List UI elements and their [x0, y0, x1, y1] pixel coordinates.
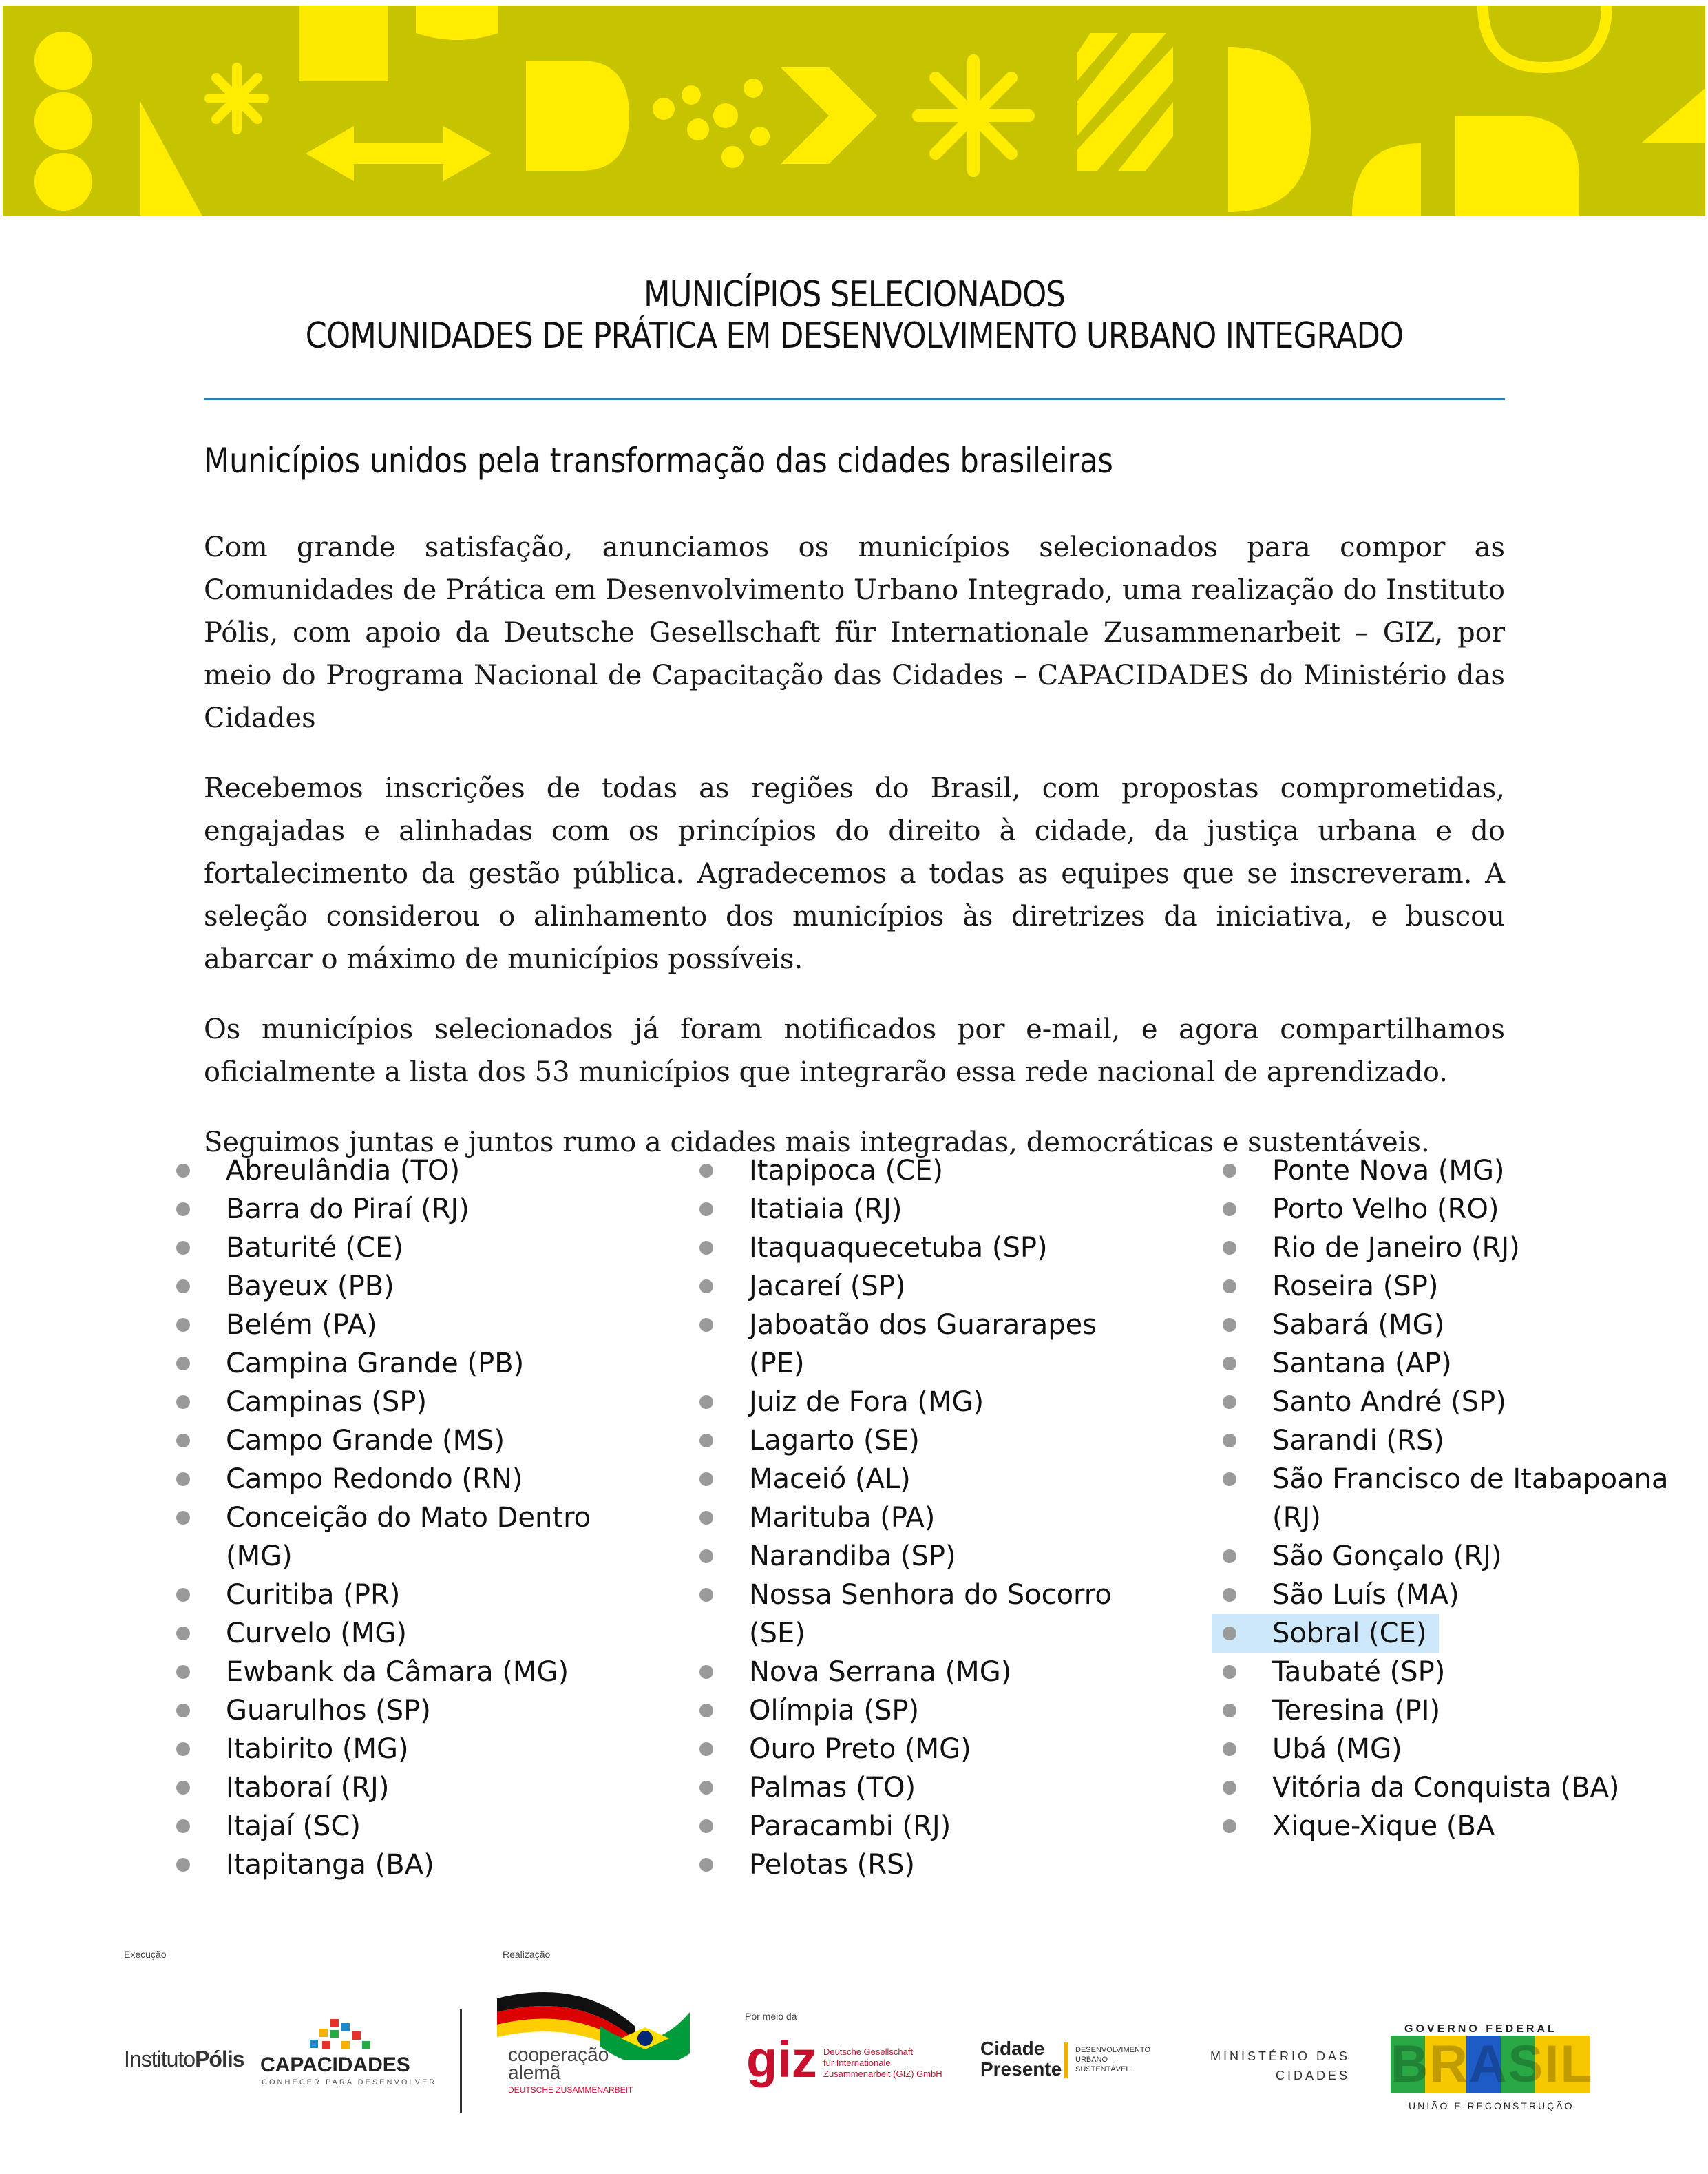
municipality-item: Baturité (CE)	[176, 1229, 644, 1267]
brasil-wordmark	[1391, 2035, 1594, 2093]
capacidades-tagline: CONHECER PARA DESENVOLVER	[262, 2078, 437, 2087]
municipality-item: Marituba (PA)	[699, 1498, 1126, 1537]
municipality-item: Curitiba (PR)	[176, 1576, 644, 1614]
banner-pattern-graphic	[3, 6, 1705, 216]
municipality-item: Roseira (SP)	[1223, 1267, 1677, 1306]
cidade-presente-logo	[980, 2038, 1062, 2080]
cidade-presente-sub-line: SUSTENTÁVEL	[1075, 2065, 1130, 2073]
paragraph: Com grande satisfação, anunciamos os municípios selecionados para compor as Comunidades de Prática em Desenvolvimento Urbano Integrado, uma realização do Instituto Pólis, com apoio da Deutsche Gesellschaft für Internationale Zusammenarbeit – GIZ, por meio do Programa Nacional de Capacitação das Cidades – CAPACIDADES do Ministério das Cidades	[204, 532, 1505, 734]
municipality-list-col-3	[1223, 1151, 1677, 1846]
municipality-item: Ewbank da Câmara (MG)	[176, 1653, 644, 1691]
municipality-item: Conceição do Mato Dentro (MG)	[176, 1498, 644, 1576]
uniao-reconstrucao-label: UNIÃO E RECONSTRUÇÃO	[1409, 2100, 1574, 2111]
municipality-item: São Gonçalo (RJ)	[1223, 1537, 1677, 1576]
municipality-item: Bayeux (PB)	[176, 1267, 644, 1306]
giz-text-line: Zusammenarbeit (GIZ) GmbH	[823, 2069, 942, 2079]
municipality-item: Jacareí (SP)	[699, 1267, 1126, 1306]
municipality-list-col-2	[699, 1151, 1126, 1884]
instituto-polis-logo	[124, 2047, 244, 2072]
municipality-item: São Francisco de Itabapoana (RJ)	[1223, 1460, 1677, 1537]
municipality-item: Itapitanga (BA)	[176, 1846, 644, 1884]
title-line-2: COMUNIDADES DE PRÁTICA EM DESENVOLVIMENTO URBANO INTEGRADO	[305, 315, 1404, 357]
municipality-item: Palmas (TO)	[699, 1768, 1126, 1807]
cooperacao-alema-line-1: cooperação	[508, 2044, 609, 2065]
municipality-item: Nossa Senhora do Socorro (SE)	[699, 1576, 1126, 1653]
municipality-item: Barra do Piraí (RJ)	[176, 1190, 644, 1229]
section-heading: Municípios unidos pela transformação das cidades brasileiras	[204, 441, 1113, 481]
cidade-presente-line: Cidade	[980, 2038, 1045, 2059]
municipality-item: Ponte Nova (MG)	[1223, 1151, 1677, 1190]
cooperacao-alema-line-3: DEUTSCHE ZUSAMMENARBEIT	[508, 2085, 633, 2095]
municipality-item: Guarulhos (SP)	[176, 1691, 644, 1730]
municipality-item: Campo Redondo (RN)	[176, 1460, 644, 1498]
giz-logo-text	[823, 2047, 942, 2080]
municipality-item: Belém (PA)	[176, 1306, 644, 1344]
header-banner	[3, 6, 1705, 216]
paragraph: Recebemos inscrições de todas as regiões do Brasil, com propostas comprometidas, engajadas e alinhadas com os princípios do direito à cidade, da justiça urbana e do fortalecimento da gestão pública. Agradecemos a todas as equipes que se inscreveram. A seleção considerou o alinhamento dos municípios às diretrizes da iniciativa, e buscou abarcar o máximo de municípios possíveis.	[204, 773, 1505, 975]
municipality-item: Lagarto (SE)	[699, 1421, 1126, 1460]
municipality-item: Taubaté (SP)	[1223, 1653, 1677, 1691]
paragraph: Os municípios selecionados já foram notificados por e-mail, e agora compartilhamos oficialmente a lista dos 53 municípios que integrarão essa rede nacional de aprendizado.	[204, 1014, 1505, 1088]
municipality-item: Sobral (CE)	[1212, 1614, 1439, 1653]
ministerio-line: MINISTÉRIO DAS	[1210, 2049, 1351, 2063]
title-line-1: MUNICÍPIOS SELECIONADOS	[643, 274, 1066, 315]
cidade-presente-bar	[1064, 2042, 1068, 2078]
por-meio-label: Por meio da	[745, 2011, 797, 2022]
municipality-item: Pelotas (RS)	[699, 1846, 1126, 1884]
footer-logos	[0, 1942, 1708, 2149]
municipality-item: Campina Grande (PB)	[176, 1344, 644, 1383]
governo-federal-label: GOVERNO FEDERAL	[1404, 2023, 1557, 2035]
municipality-item: Sabará (MG)	[1223, 1306, 1677, 1344]
polis-logo-text-b: Pólis	[195, 2047, 244, 2071]
intro-text	[204, 526, 1505, 1191]
realizacao-label: Realização	[503, 1949, 551, 1960]
giz-logo-mark: giz	[746, 2031, 817, 2088]
execucao-label: Execução	[124, 1949, 167, 1960]
municipality-item: Nova Serrana (MG)	[699, 1653, 1126, 1691]
municipality-item: Itaquaquecetuba (SP)	[699, 1229, 1126, 1267]
municipality-item: Itatiaia (RJ)	[699, 1190, 1126, 1229]
municipality-item: Ubá (MG)	[1223, 1730, 1677, 1768]
paragraph: Seguimos juntas e juntos rumo a cidades mais integradas, democráticas e sustentáveis.	[204, 1127, 1430, 1158]
brasil-wordmark-text: BRASIL	[1391, 2035, 1594, 2093]
municipality-item: Paracambi (RJ)	[699, 1807, 1126, 1846]
cidade-presente-sub-line: URBANO	[1075, 2056, 1108, 2064]
document-title	[295, 274, 1413, 357]
cidade-presente-line: Presente	[980, 2058, 1062, 2080]
municipality-item: Maceió (AL)	[699, 1460, 1126, 1498]
municipality-item: Sarandi (RS)	[1223, 1421, 1677, 1460]
cidade-presente-subtitle	[1075, 2045, 1150, 2074]
municipality-item: Santo André (SP)	[1223, 1383, 1677, 1421]
municipality-item: Rio de Janeiro (RJ)	[1223, 1229, 1677, 1267]
giz-text-line: Deutsche Gesellschaft	[823, 2047, 914, 2057]
capacidades-logo-text: CAPACIDADES	[260, 2053, 410, 2076]
municipality-item: Teresina (PI)	[1223, 1691, 1677, 1730]
municipality-item: Campinas (SP)	[176, 1383, 644, 1421]
municipality-item: Itajaí (SC)	[176, 1807, 644, 1846]
municipality-item: Abreulândia (TO)	[176, 1151, 644, 1190]
ministerio-line: CIDADES	[1276, 2069, 1351, 2082]
municipality-item: Xique-Xique (BA	[1223, 1807, 1677, 1846]
municipality-item: Ouro Preto (MG)	[699, 1730, 1126, 1768]
municipality-item: Itapipoca (CE)	[699, 1151, 1126, 1190]
municipality-item: Juiz de Fora (MG)	[699, 1383, 1126, 1421]
municipality-item: Itabirito (MG)	[176, 1730, 644, 1768]
municipality-item: Vitória da Conquista (BA)	[1223, 1768, 1677, 1807]
capacidades-logo-icon	[303, 2019, 379, 2053]
cidade-presente-sub-line: DESENVOLVIMENTO	[1075, 2046, 1151, 2054]
municipality-item: Olímpia (SP)	[699, 1691, 1126, 1730]
municipality-item: Curvelo (MG)	[176, 1614, 644, 1653]
municipality-item: Porto Velho (RO)	[1223, 1190, 1677, 1229]
giz-text-line: für Internationale	[823, 2058, 891, 2068]
municipality-item: São Luís (MA)	[1223, 1576, 1677, 1614]
ministerio-das-cidades-logo	[1210, 2047, 1350, 2085]
municipality-item: Santana (AP)	[1223, 1344, 1677, 1383]
municipality-item: Itaboraí (RJ)	[176, 1768, 644, 1807]
footer-divider	[460, 2009, 462, 2113]
municipality-list-col-1	[176, 1151, 644, 1884]
municipality-item: Campo Grande (MS)	[176, 1421, 644, 1460]
cooperacao-alema-line-2: alemã	[508, 2062, 561, 2083]
polis-logo-text-a: Instituto	[124, 2047, 196, 2071]
municipality-item: Jaboatão dos Guararapes (PE)	[699, 1306, 1126, 1383]
title-divider	[204, 398, 1505, 400]
municipality-item: Narandiba (SP)	[699, 1537, 1126, 1576]
